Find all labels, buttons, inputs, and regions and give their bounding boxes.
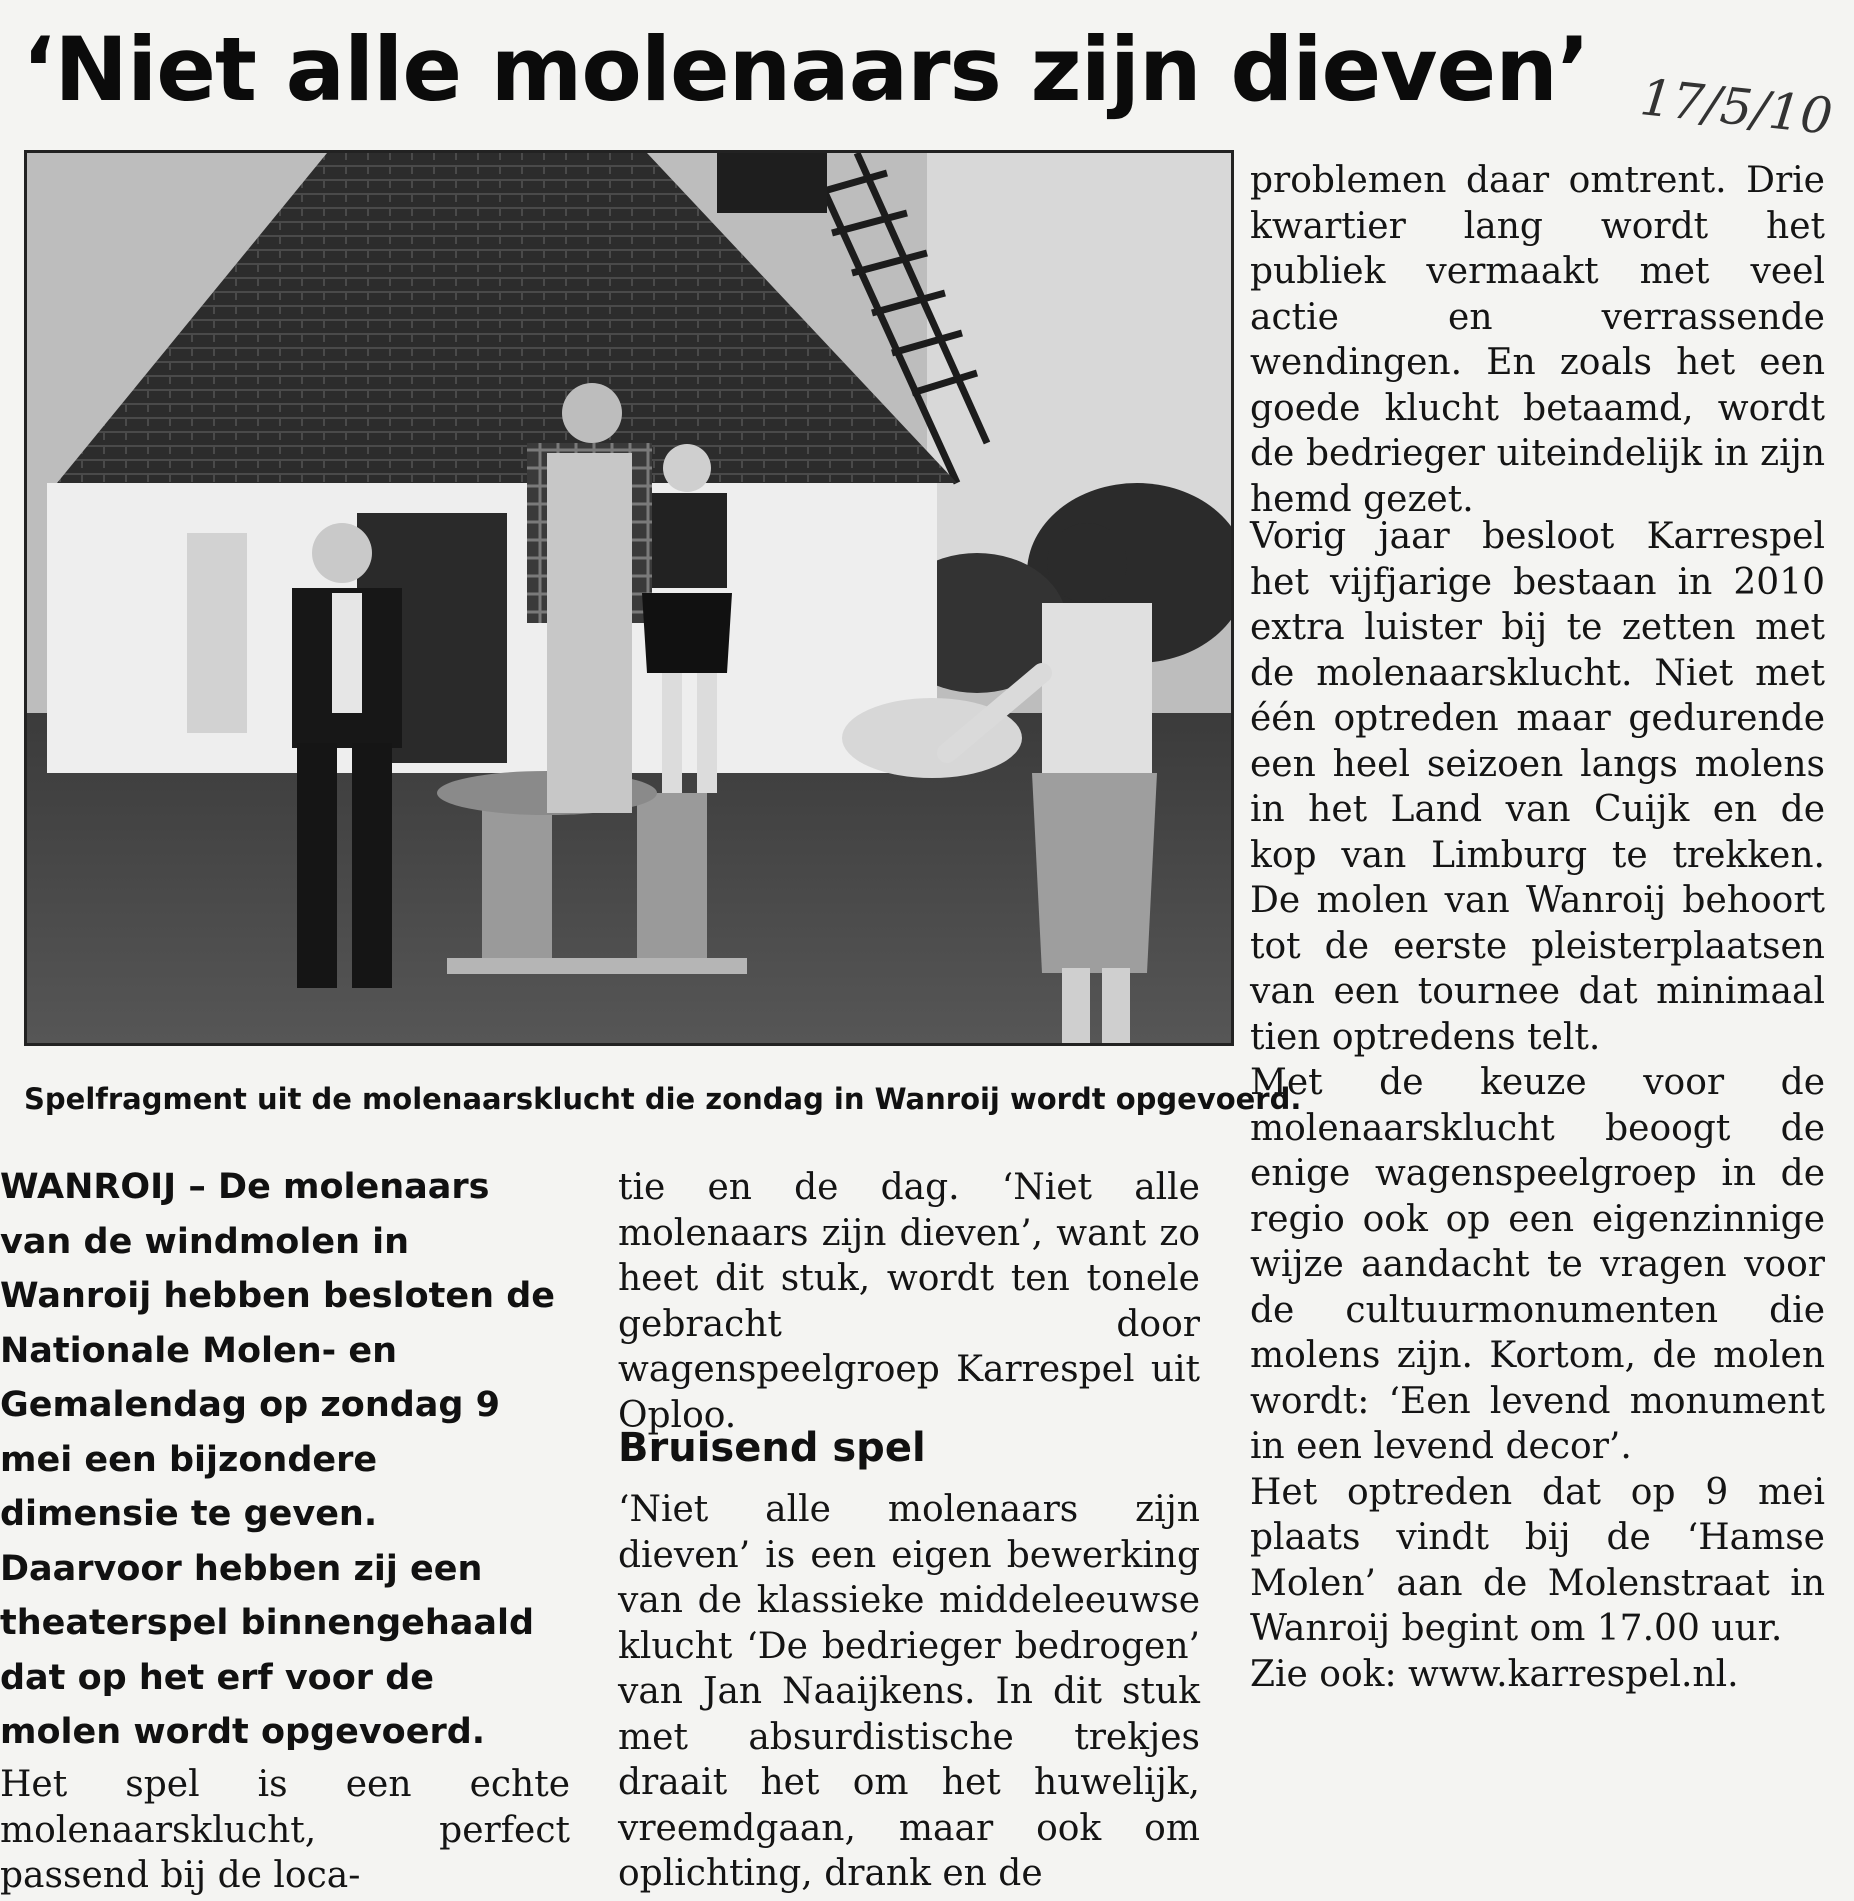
handwritten-date: 17/5/10: [1637, 68, 1836, 146]
column-3-bottom: [1250, 514, 1825, 1697]
column-1-body: [0, 1762, 570, 1899]
section-subhead: Bruisend spel: [618, 1425, 926, 1471]
headline: ‘Niet alle molenaars zijn dieven’: [22, 18, 1590, 121]
body-paragraph: Met de keuze voor de molenaarsklucht beoogt de enige wagenspeelgroep in de regio ook op een eigenzinnige wijze aandacht te vragen voor de cultuurmonumenten die molens zijn. Kortom, de molen wordt: ‘Een levend monument in een levend decor’.: [1250, 1062, 1825, 1467]
body-paragraph: problemen daar omtrent. Drie kwartier lang wordt het publiek vermaakt met veel actie en verrassende wendingen. En zoals het een goede klucht betaamd, wordt de bedrieger uiteindelijk in zijn hemd gezet.: [1250, 160, 1825, 520]
photo-caption: Spelfragment uit de molenaarsklucht die zondag in Wanroij wordt opgevoerd.: [24, 1082, 1302, 1116]
column-2-top: [618, 1165, 1200, 1438]
body-paragraph: Het optreden dat op 9 mei plaats vindt bij de ‘Hamse Molen’ aan de Molenstraat in Wanroij begint om 17.00 uur.: [1250, 1471, 1825, 1649]
body-paragraph: Vorig jaar besloot Karrespel het vijfjarige bestaan in 2010 extra luister bij te zetten met de molenaarsklucht. Niet met één optreden maar gedurende een heel seizoen langs molens in het Land van Cuijk en de kop van Limburg te trekken. De molen van Wanroij behoort tot de eerste pleisterplaatsen van een tournee dat minimaal tien optredens telt.: [1250, 516, 1825, 1058]
body-paragraph: tie en de dag. ‘Niet alle molenaars zijn dieven’, want zo heet dit stuk, wordt ten tonele gebracht door wagenspeelgroep Karrespel uit Oploo.: [618, 1167, 1200, 1436]
body-paragraph: Het spel is een echte molenaarsklucht, perfect passend bij de loca-: [0, 1764, 570, 1896]
article-photo: [24, 150, 1234, 1046]
body-paragraph: Zie ook: www.karrespel.nl.: [1250, 1653, 1739, 1695]
column-2-bottom: [618, 1487, 1200, 1897]
column-3-top: [1250, 158, 1825, 522]
body-paragraph: ‘Niet alle molenaars zijn dieven’ is een eigen bewerking van de klassieke middeleeuwse klucht ‘De bedrieger bedrogen’ van Jan Naaijkens. In dit stuk met absurdistische trekjes draait het om het huwelijk, vreemdgaan, maar ook om oplichting, drank en de: [618, 1489, 1200, 1894]
article-intro: WANROIJ – De molenaars van de windmolen in Wanroij hebben besloten de Nationale Molen- en Gemalendag op zondag 9 mei een bijzondere dimensie te geven. Daarvoor hebben zij een theaterspel binnengehaald dat op het erf voor de molen wordt opgevoerd.: [0, 1167, 556, 1752]
